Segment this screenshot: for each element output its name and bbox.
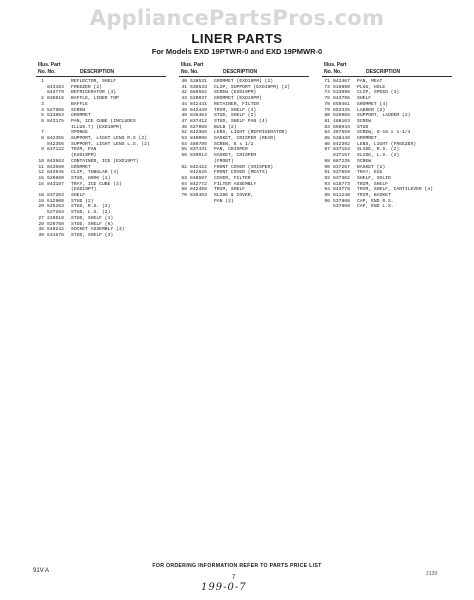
part-description: FREEZER (2): [71, 84, 102, 90]
part-description: STUD (2): [71, 198, 94, 204]
part-description: TRIM, BASKET: [357, 193, 391, 199]
parts-column-2: [179, 61, 309, 204]
illus-number: 91: [324, 170, 330, 176]
page-subtitle: For Models EXD 19PTWR-0 and EXD 19PMWR-0: [151, 47, 323, 56]
part-number: 837302: [333, 175, 350, 181]
part-description: SCREW, 6 x 1/2: [214, 141, 254, 147]
part-description: SLIDE, L.S. (2): [357, 153, 400, 159]
part-number: 843779: [47, 90, 64, 96]
part-description: STUD: [357, 124, 369, 130]
illus-number: 73: [324, 84, 330, 90]
part-number: 527966: [47, 107, 64, 113]
part-description: SCREW: [357, 118, 372, 124]
illus-number: 19: [38, 198, 44, 204]
part-number: 529860: [47, 175, 64, 181]
part-description: STUD, SHELF PAN (4): [214, 118, 268, 124]
part-description: GROMMET: [71, 113, 91, 119]
part-number: 488785: [190, 141, 207, 147]
illus-number: 6: [41, 118, 44, 124]
illus-number: 52: [181, 130, 187, 136]
part-description: SOCKET ASSEMBLY (3): [71, 227, 125, 233]
part-description: STUD, SHELF (2): [214, 113, 257, 119]
part-number: 837267: [333, 164, 350, 170]
illus-number: 5: [41, 113, 44, 119]
part-number: 537868: [333, 198, 350, 204]
part-number: 843563: [47, 158, 64, 164]
part-number: 842625: [190, 170, 207, 176]
part-description: PLUG, HOLE: [357, 84, 386, 90]
part-number: 842458: [190, 187, 207, 193]
header-rule: [179, 76, 309, 77]
part-description: STUD, HOOK (1): [71, 175, 111, 181]
part-number: 659461: [333, 101, 350, 107]
illus-number: 39: [38, 232, 44, 238]
part-number: 537869: [333, 204, 350, 210]
part-number: 843550: [47, 164, 64, 170]
part-description: SHELF: [357, 96, 372, 102]
part-number: 842441: [190, 101, 207, 107]
part-description: REFRIGERATOR (4): [71, 90, 117, 96]
ordering-note: FOR ORDERING INFORMATION REFER TO PARTS PRICE LIST: [152, 563, 322, 569]
part-description: BULB (2): [214, 124, 237, 130]
column-header: [322, 61, 452, 79]
illus-number: 74: [324, 90, 330, 96]
illus-number: 84: [324, 130, 330, 136]
illus-number: 90: [324, 164, 330, 170]
part-description: GROMMET (EXD19PM) (2): [214, 79, 274, 84]
illus-number: 86: [324, 141, 330, 147]
parts-row: [36, 233, 166, 239]
part-description: SCREW, 8-15 x 1-1/4: [357, 130, 411, 136]
part-description: SHELF, SOLID: [357, 175, 391, 181]
part-description: (EXD19PT): [71, 187, 97, 193]
part-number: 512900: [47, 198, 64, 204]
header-description: DESCRIPTION: [80, 69, 115, 75]
header-description: DESCRIPTION: [366, 69, 401, 75]
illus-number: 8: [41, 136, 44, 142]
part-number: 843187: [47, 181, 64, 187]
illus-number: 15: [38, 175, 44, 181]
illus-number: 92: [324, 175, 330, 181]
part-description: TRIM, SHELF: [357, 181, 388, 187]
part-description: SPONGE: [71, 130, 88, 136]
header-no-no: No. No.: [181, 69, 199, 75]
part-number: 531678: [47, 232, 64, 238]
illus-number: 53: [181, 136, 187, 142]
illus-number: 81: [324, 118, 330, 124]
part-number: 842422: [190, 164, 207, 170]
part-description: SUPPORT, LIGHT LENS L.S. (2): [71, 141, 150, 147]
part-number: 519890: [333, 84, 350, 90]
part-description: LADDER (2): [357, 107, 386, 113]
part-number: 549242: [47, 227, 64, 233]
part-description: LENS, LIGHT (REFRIGERATOR): [214, 130, 288, 136]
part-description: FRONT COVER (MEATS): [214, 170, 268, 176]
illus-number: [322, 204, 330, 210]
doc-code-right: 2139: [426, 571, 438, 577]
part-description: SCREW: [71, 107, 86, 113]
part-description: TRIM, SHELF: [214, 187, 245, 193]
illus-number: 80: [324, 113, 330, 119]
part-description: ILLUS.7) (EXD19PM): [71, 124, 122, 130]
illus-number: 78: [324, 101, 330, 107]
part-number: 837203: [47, 193, 64, 199]
parts-row: [179, 199, 309, 205]
parts-row: [322, 204, 452, 210]
part-number: 842392: [333, 141, 350, 147]
part-description: BAFFLE, LINER TOP: [71, 96, 119, 102]
part-description: GASKET, CRISPER (REAR): [214, 136, 276, 142]
illus-number: 46: [181, 113, 187, 119]
part-number: 840096: [190, 136, 207, 142]
part-description: FILTER ASSEMBLY: [214, 181, 257, 187]
part-number: 525263: [47, 204, 64, 210]
illus-number: 28: [38, 221, 44, 227]
illus-number: 88: [324, 158, 330, 164]
part-number: 848597: [190, 175, 207, 181]
part-number: [190, 199, 212, 205]
part-description: BAFFLE: [71, 101, 88, 107]
part-description: CAP, END L.S.: [357, 204, 394, 210]
illus-number: 62: [181, 164, 187, 170]
part-description: STUD, SHELF (3): [71, 232, 114, 238]
header-illus-part: Illus. Part: [181, 62, 204, 68]
illus-number: 44: [181, 101, 187, 107]
illus-number: 48: [181, 124, 187, 130]
parts-list: [36, 79, 166, 239]
part-description: GASKET, CRISPER: [214, 153, 257, 159]
part-description: TRIM, SHELF (4): [214, 107, 257, 113]
part-number: 843164: [47, 84, 64, 90]
parts-column-1: [36, 61, 166, 239]
part-description: FRONT COVER (CRISPER): [214, 164, 274, 170]
part-number: 842772: [190, 181, 207, 187]
illus-number: 42: [181, 90, 187, 96]
part-description: STUD, L.S. (2): [71, 210, 111, 216]
illus-number: 76: [324, 96, 330, 102]
part-description: SHELF: [71, 193, 86, 199]
illus-number: 56: [181, 153, 187, 159]
part-number: 837431: [190, 147, 207, 153]
illus-number: 83: [324, 124, 330, 130]
illus-number: 43: [181, 96, 187, 102]
part-description: SUPPORT, LADDER (2): [357, 113, 411, 119]
part-description: COVER, FILTER: [214, 175, 251, 181]
page-title: LINER PARTS: [191, 31, 283, 46]
illus-number: 16: [38, 181, 44, 187]
part-number: 843945: [47, 170, 64, 176]
illus-number: 71: [324, 79, 330, 84]
part-number: 811248: [333, 193, 350, 199]
illus-number: 18: [38, 193, 44, 199]
part-description: PAN (2): [214, 198, 234, 204]
illus-number: 96: [324, 198, 330, 204]
part-number: 538449: [333, 136, 350, 142]
parts-list: [179, 79, 309, 204]
part-number: 520965: [333, 113, 350, 119]
illus-number: 70: [181, 193, 187, 199]
illus-number: 4: [41, 107, 44, 113]
page-number: 7: [232, 575, 236, 581]
part-description: SCREW (EXD19PM): [214, 90, 257, 96]
part-number: 836464: [190, 113, 207, 119]
part-number: 538533: [190, 84, 207, 90]
illus-number: 40: [181, 79, 187, 84]
illus-number: 20: [38, 204, 44, 210]
header-rule: [322, 76, 452, 77]
illus-number: 85: [324, 136, 330, 142]
part-description: GROMMET (4): [357, 101, 388, 107]
illus-number: 63: [181, 175, 187, 181]
part-description: SCREW: [357, 158, 372, 164]
part-number: 842366: [190, 130, 207, 136]
part-number: 837154: [333, 147, 350, 153]
part-number: 836016: [47, 96, 64, 102]
part-number: 538531: [190, 79, 207, 84]
illus-number: 3: [41, 101, 44, 107]
part-description: GROMMET: [71, 164, 91, 170]
part-number: 842356: [47, 141, 64, 147]
part-number: 618773: [333, 181, 350, 187]
part-number: 836463: [190, 193, 207, 199]
header-no-no: No. No.: [324, 69, 342, 75]
part-description: SLIDE, R.S. (2): [357, 147, 400, 153]
part-description: STUD, SHELF (6): [71, 221, 114, 227]
part-description: CLIP, SPEED (3): [357, 90, 400, 96]
part-description: CLIP, TUBULAR (4): [71, 170, 119, 176]
illus-number: 64: [181, 181, 187, 187]
illus-number: 45: [181, 107, 187, 113]
part-number: 837659: [333, 170, 350, 176]
column-header: [179, 61, 309, 79]
illus-number: 87: [324, 147, 330, 153]
illus-number: 94: [324, 187, 330, 193]
part-description: TRIM, SHELF, CANTILEVER (4): [357, 187, 433, 193]
illus-number: 41: [181, 84, 187, 90]
part-number: 843795: [333, 96, 350, 102]
part-description: (EXD19PM): [71, 153, 97, 159]
illus-number: 55: [181, 147, 187, 153]
part-number: 210518: [47, 215, 64, 221]
part-description: LENS, LIGHT (FREEZER): [357, 141, 417, 147]
part-number: 839014: [190, 153, 207, 159]
header-description: DESCRIPTION: [223, 69, 258, 75]
part-description: SUPPORT, LIGHT LENS R.S (2): [71, 136, 147, 142]
parts-list: [322, 79, 452, 210]
header-rule: [36, 76, 166, 77]
watermark: AppliancePartsPros.com: [89, 6, 385, 30]
part-number: 837412: [190, 118, 207, 124]
header-illus-part: Illus. Part: [324, 62, 347, 68]
illus-number: 12: [38, 170, 44, 176]
part-description: (FRONT): [214, 158, 234, 164]
illus-number: 1: [41, 79, 44, 84]
part-description: GROMMET (EXD19PM): [214, 96, 262, 102]
part-description: STUD, SHELF (1): [71, 215, 114, 221]
part-number: 653335: [333, 107, 350, 113]
part-number: 527264: [47, 210, 64, 216]
part-description: CAP, END R.S.: [357, 198, 394, 204]
header-illus-part: Illus. Part: [38, 62, 61, 68]
part-number: 668552: [190, 90, 207, 96]
header-no-no: No. No.: [38, 69, 56, 75]
illus-number: 2: [41, 96, 44, 102]
part-number: 529768: [47, 221, 64, 227]
part-description: RETAINER, FILTER: [214, 101, 260, 107]
part-number: 842355: [47, 136, 64, 142]
part-description: PAN, ICE CUBE (INCLUDES: [71, 118, 136, 124]
part-number: 837122: [47, 147, 64, 153]
doc-code-left: 91V A: [33, 568, 50, 574]
part-number: 523883: [47, 113, 64, 119]
illus-number: [179, 199, 187, 205]
part-description: CLIP, SUPPORT (EXD19PM) (2): [214, 84, 290, 90]
part-number: 843175: [47, 118, 64, 124]
parts-column-3: [322, 61, 452, 210]
part-description: STUD, R.S. (2): [71, 204, 111, 210]
part-number: 533990: [333, 90, 350, 96]
part-description: BASKET (2): [357, 164, 386, 170]
part-number: 487559: [333, 130, 350, 136]
part-description: REFLECTOR, SHELF: [71, 79, 117, 84]
illus-number: 79: [324, 107, 330, 113]
part-number: 658944: [333, 124, 350, 130]
part-number: 842449: [190, 107, 207, 113]
illus-number: 54: [181, 141, 187, 147]
illus-number: 93: [324, 181, 330, 187]
part-description: SLIDE & COVER,: [214, 193, 254, 199]
illus-number: 38: [38, 227, 44, 233]
part-description: PAN, MEAT: [357, 79, 383, 84]
part-description: GROMMET: [357, 136, 377, 142]
illus-number: 7: [41, 130, 44, 136]
part-description: TRIM, PAN: [71, 147, 97, 153]
part-description: TRAY, EGG: [357, 170, 383, 176]
illus-number: 95: [324, 193, 330, 199]
illus-number: 9: [41, 147, 44, 153]
illus-number: 11: [38, 164, 44, 170]
part-number: 527969: [190, 124, 207, 130]
part-number: 488163: [333, 118, 350, 124]
part-number: 842467: [333, 79, 350, 84]
part-number: 520037: [190, 96, 207, 102]
illus-number: 68: [181, 187, 187, 193]
part-number: 887235: [333, 158, 350, 164]
part-description: CONTAINER, ICE (EXD19PT): [71, 158, 139, 164]
part-number: 837157: [333, 153, 350, 159]
illus-number: 47: [181, 118, 187, 124]
part-description: TRAY, ICE CUBE (3): [71, 181, 122, 187]
part-description: PAN, CRISPER: [214, 147, 248, 153]
illus-number: 10: [38, 158, 44, 164]
column-header: [36, 61, 166, 79]
illus-number: 27: [38, 215, 44, 221]
handwritten-note: 199-0-7: [201, 582, 247, 593]
part-number: 843778: [333, 187, 350, 193]
